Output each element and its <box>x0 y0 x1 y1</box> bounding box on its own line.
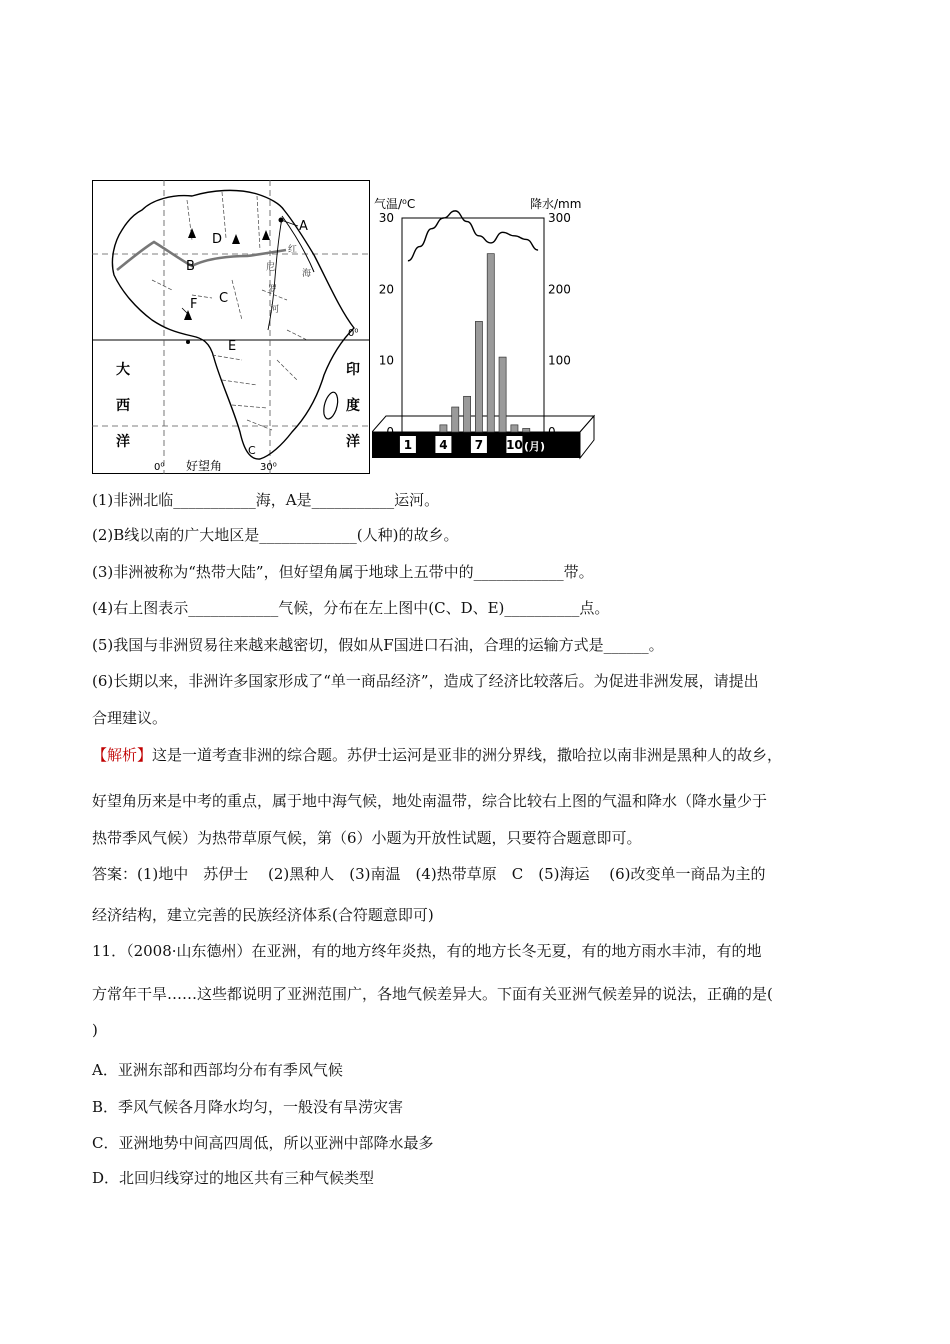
label-nile-3: 河 <box>270 305 280 315</box>
left-tick-label: 0 <box>386 425 394 439</box>
right-tick-label: 200 <box>548 282 571 297</box>
africa-continent <box>112 190 354 459</box>
left-axis-label: 气温/⁰C <box>374 197 416 211</box>
point-f-leader <box>182 308 190 316</box>
figure-row <box>92 180 612 476</box>
label-atlantic-2: 西 <box>116 398 130 414</box>
precipitation-bar <box>440 425 447 432</box>
analysis-text-1: 这是一道考查非洲的综合题。苏伊士运河是亚非的洲分界线，撒哈拉以南非洲是黑种人的故乡， <box>152 746 783 764</box>
label-a: A <box>299 219 308 234</box>
label-nile-1: 尼 <box>266 263 276 273</box>
label-atlantic-1: 大 <box>116 362 130 378</box>
q11-line-2: 方常年干旱……这些都说明了亚洲范围广，各地气候差异大。下面有关亚洲气候差异的说法，正确的是( <box>92 985 773 1003</box>
right-tick-label: 100 <box>548 353 571 368</box>
country-borders <box>152 192 307 430</box>
label-b: B <box>186 259 195 274</box>
plot-frame <box>402 218 544 432</box>
question-1: (1)非洲北临___________海，A是___________运河。 <box>92 491 440 509</box>
precipitation-bar <box>499 357 506 432</box>
label-lon-30: 30⁰ <box>260 462 277 473</box>
left-axis-ticks <box>379 211 394 439</box>
label-cape-point: C <box>248 444 256 457</box>
analysis-line-3: 热带季风气候）为热带草原气候，第（6）小题为开放性试题，只要符合题意即可。 <box>92 829 642 847</box>
question-4: (4)右上图表示____________气候，分布在左上图中(C、D、E)__________点。 <box>92 599 610 617</box>
answer-line-1: 答案：(1)地中 苏伊士 (2)黑种人 (3)南温 (4)热带草原 C (5)海运 (6)改变单一商品为主的 <box>92 865 766 883</box>
precipitation-bar <box>487 254 494 432</box>
label-d: D <box>212 232 223 247</box>
africa-map <box>92 180 370 474</box>
precipitation-bar <box>464 396 471 432</box>
precipitation-bar <box>511 425 518 432</box>
label-indian-2: 度 <box>346 398 360 414</box>
x-axis-unit: (月) <box>524 440 546 453</box>
question-3: (3)非洲被称为“热带大陆”，但好望角属于地球上五带中的____________带。 <box>92 563 594 581</box>
base-top-face <box>372 416 594 432</box>
point-a-leader <box>281 220 298 226</box>
right-axis-label: 降水/mm <box>530 197 582 211</box>
left-tick-label: 20 <box>378 282 394 297</box>
x-tick-label: 1 <box>403 438 413 452</box>
q11-line-3: ) <box>92 1021 98 1039</box>
q11-option-c[interactable]: C．亚洲地势中间高四周低，所以亚洲中部降水最多 <box>92 1134 434 1152</box>
label-c: C <box>219 291 229 306</box>
label-lon-0: 0⁰ <box>154 462 165 473</box>
x-tick-label: 4 <box>439 438 448 452</box>
question-6-line-1: (6)长期以来，非洲许多国家形成了“单一商品经济”，造成了经济比较落后。为促进非洲发展，请提出 <box>92 672 759 690</box>
label-indian-1: 印 <box>346 362 360 378</box>
left-tick-label: 30 <box>378 211 394 225</box>
left-tick-label: 10 <box>378 353 394 368</box>
q11-option-d[interactable]: D．北回归线穿过的地区共有三种气候类型 <box>92 1169 375 1187</box>
oil-symbol <box>232 234 240 244</box>
question-5: (5)我国与非洲贸易往来越来越密切，假如从F国进口石油，合理的运输方式是______。 <box>92 636 664 654</box>
x-tick-label: 10 <box>506 438 523 452</box>
precipitation-bar <box>523 428 530 432</box>
precipitation-bars <box>440 254 530 432</box>
label-atlantic-3: 洋 <box>116 434 130 450</box>
analysis-line-2: 好望角历来是中考的重点，属于地中海气候，地处南温带，综合比较右上图的气温和降水（降水量少于 <box>92 792 768 810</box>
q11-option-a[interactable]: A．亚洲东部和西部均分布有季风气候 <box>92 1061 343 1079</box>
right-tick-label: 0 <box>548 425 556 439</box>
oil-symbol <box>188 228 196 238</box>
q11-line-1: 11．（2008·山东德州）在亚洲，有的地方终年炎热，有的地方长冬无夏，有的地方雨水丰沛，有的地 <box>92 942 762 960</box>
question-2: (2)B线以南的广大地区是_____________(人种)的故乡。 <box>92 526 459 544</box>
right-axis-ticks <box>548 211 571 439</box>
question-6-line-2: 合理建议。 <box>92 709 168 727</box>
analysis-line-1 <box>92 744 782 766</box>
analysis-tag: 【解析】 <box>92 746 153 764</box>
label-e: E <box>228 339 237 354</box>
label-equator: 0⁰ <box>348 328 359 339</box>
right-tick-label: 300 <box>548 211 571 225</box>
q11-option-b[interactable]: B．季风气候各月降水均匀，一般没有旱涝灾害 <box>92 1098 404 1116</box>
madagascar <box>324 392 338 419</box>
label-indian-3: 洋 <box>346 434 360 450</box>
label-f: F <box>190 297 198 312</box>
point-e-marker <box>186 340 190 344</box>
label-nile-2: 罗 <box>268 285 278 295</box>
precipitation-bar <box>475 321 482 432</box>
climate-chart <box>372 196 612 476</box>
line-b <box>117 242 286 270</box>
answer-line-2: 经济结构，建立完善的民族经济体系(合符题意即可) <box>92 906 434 924</box>
red-sea <box>282 216 314 272</box>
map-frame <box>93 181 370 474</box>
label-red-sea-1: 红 <box>288 245 298 255</box>
precipitation-bar <box>452 407 459 432</box>
label-red-sea-2: 海 <box>302 269 312 279</box>
label-cape-of-good-hope: 好望角 <box>186 459 223 473</box>
oil-symbol <box>262 230 270 240</box>
x-tick-label: 7 <box>474 438 484 452</box>
